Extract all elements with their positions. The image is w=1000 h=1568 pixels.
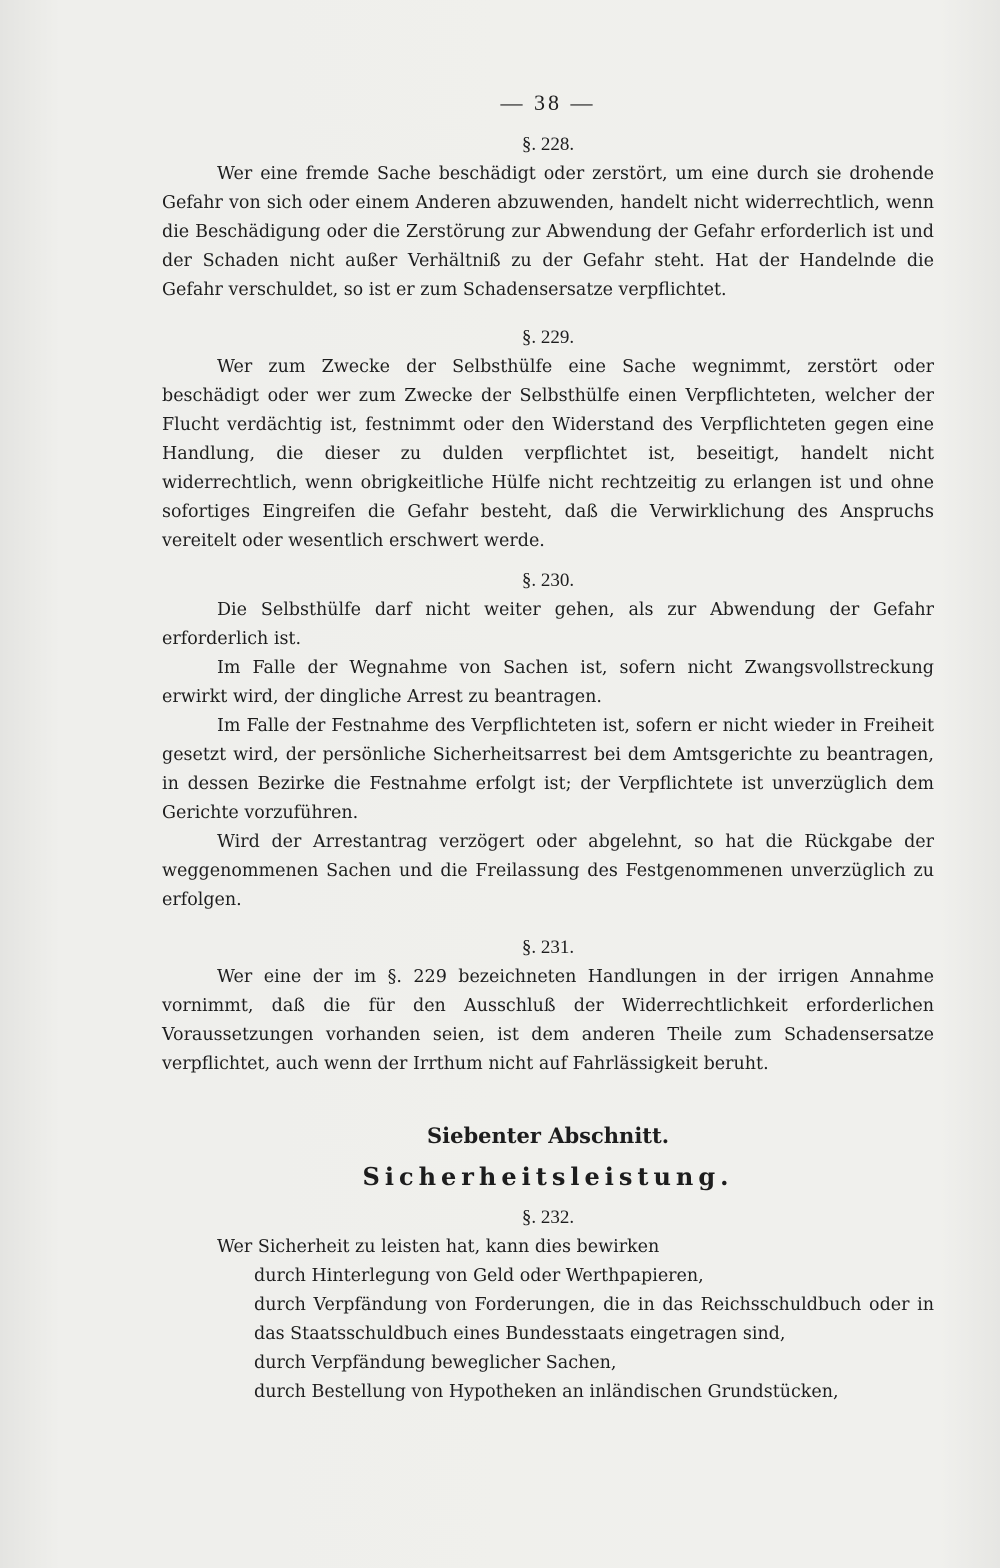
section-number: §. 228. [521,134,575,155]
section-intro: Wer Sicherheit zu leisten hat, kann dies bewirken [217,1237,660,1257]
section-231 [162,937,934,1079]
section-number: §. 230. [521,570,575,591]
paragraph: Wer eine fremde Sache beschädigt oder zerstört, um eine durch sie drohende Gefahr von sich oder einem Anderen abzuwenden, handelt nicht widerrechtlich, wenn die Beschädigung oder die Zerstörung zur Abwendung der Gefahr erforderlich ist und der Schaden nicht außer Verhältniß zu der Gefahr steht. Hat der Handelnde die Gefahr verschuldet, so ist er zum Schadensersatze verpflichtet. [162,164,934,300]
section-229 [162,327,934,556]
chapter-title: Siebenter Abschnitt. [426,1123,670,1148]
section-232 [162,1207,934,1407]
paragraph: Wer eine der im §. 229 bezeichneten Handlungen in der irrigen Annahme vornimmt, daß die für den Ausschluß der Widerrechtlichkeit erforderlichen Voraussetzungen vorhanden seien, ist dem anderen Theile zum Schadensersatze verpflichtet, auch wenn der Irrthum nicht auf Fahrlässigkeit beruht. [162,967,934,1074]
list-item: durch Hinterlegung von Geld oder Werthpapieren, [254,1266,704,1286]
section-number: §. 229. [521,327,575,348]
list-item: durch Verpfändung von Forderungen, die in das Reichsschuldbuch oder in das Staatsschuldbuch eines Bundesstaats eingetragen sind, [254,1295,934,1344]
list-item: durch Bestellung von Hypotheken an inländischen Grundstücken, [254,1382,839,1402]
section-228 [162,134,934,305]
section-number: §. 232. [521,1207,575,1228]
chapter-subtitle: Sicherheitsleistung. [362,1162,734,1191]
paragraph: Wird der Arrestantrag verzögert oder abgelehnt, so hat die Rückgabe der weggenommenen Sachen und die Freilassung des Festgenommenen unverzüglich zu erfolgen. [162,832,934,910]
section-230 [162,570,934,915]
section-number: §. 231. [521,937,575,958]
paragraph: Wer zum Zwecke der Selbsthülfe eine Sache wegnimmt, zerstört oder beschädigt oder wer zum Zwecke der Selbsthülfe einen Verpflichteten, welcher der Flucht verdächtig ist, festnimmt oder den Widerstand des Verpflichteten gegen eine Handlung, die dieser zu dulden verpflichtet ist, beseitigt, handelt nicht widerrechtlich, wenn obrigkeitliche Hülfe nicht rechtzeitig zu erlangen ist und ohne sofortiges Eingreifen die Gefahr besteht, daß die Verwirklichung des Anspruchs vereitelt oder wesentlich erschwert werde. [162,357,934,551]
paragraph: Im Falle der Wegnahme von Sachen ist, sofern nicht Zwangsvollstreckung erwirkt wird, der dingliche Arrest zu beantragen. [162,658,934,707]
paragraph: Die Selbsthülfe darf nicht weiter gehen, als zur Abwendung der Gefahr erforderlich ist. [162,600,934,649]
list-item: durch Verpfändung beweglicher Sachen, [254,1353,617,1373]
paragraph: Im Falle der Festnahme des Verpflichteten ist, sofern er nicht wieder in Freiheit gesetzt wird, der persönliche Sicherheitsarrest bei dem Amtsgerichte zu beantragen, in dessen Bezirke die Festnahme erfolgt ist; der Verpflichtete ist unverzüglich dem Gerichte vorzuführen. [162,716,934,823]
text-column [162,80,934,1407]
page-number: — 38 — [500,90,596,115]
